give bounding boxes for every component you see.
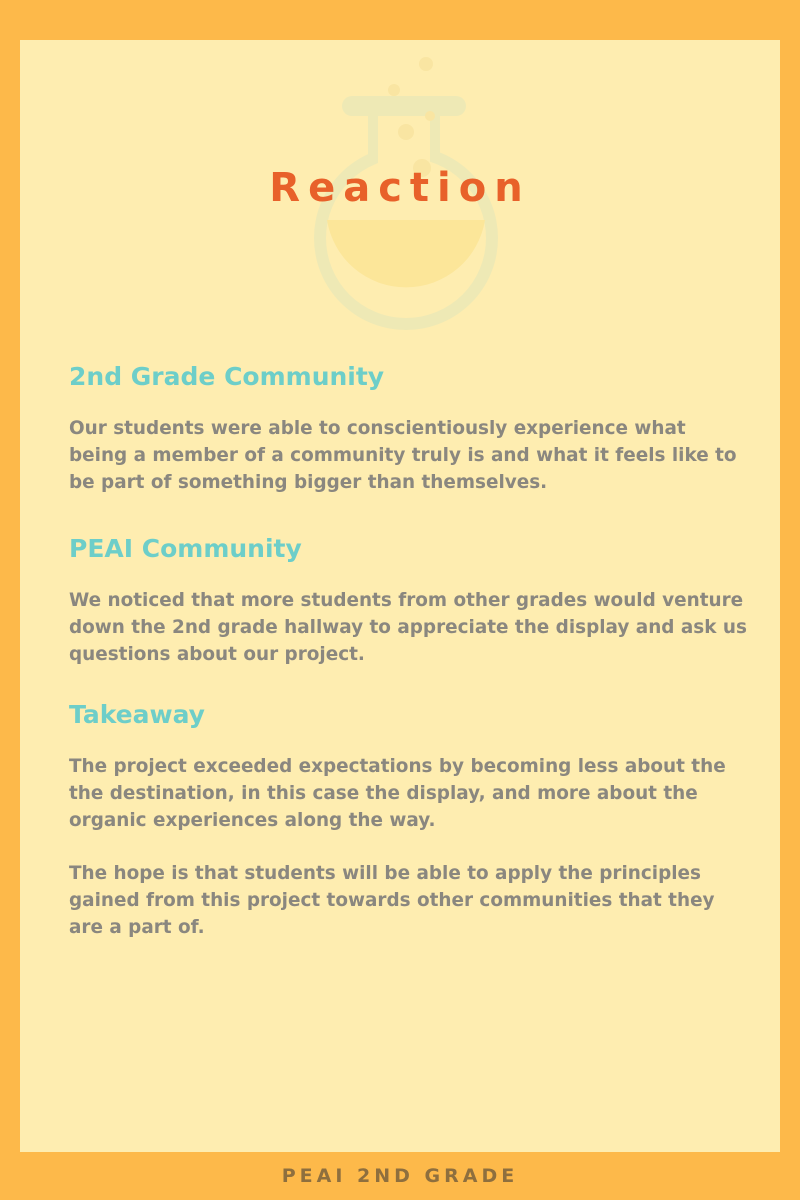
section-paragraph: The hope is that students will be able to apply the principles gained from this project towards other communities that they are a part of.	[69, 863, 715, 938]
section-2nd-grade-community	[69, 360, 749, 496]
section-heading: PEAI Community	[69, 534, 302, 563]
poster-card	[20, 40, 780, 1152]
section-takeaway	[69, 698, 749, 941]
section-heading: 2nd Grade Community	[69, 362, 385, 391]
section-peai-community	[69, 532, 749, 668]
section-heading: Takeaway	[69, 700, 205, 729]
footer-label: PEAI 2ND GRADE	[281, 1165, 519, 1187]
section-paragraph: We noticed that more students from other grades would venture down the 2nd grade hallway to appreciate the display and ask us questions about our project.	[69, 590, 747, 665]
section-paragraph: The project exceeded expectations by becoming less about the the destination, in this case the display, and more about the organic experiences along the way.	[69, 756, 726, 831]
poster-title: Reaction	[269, 165, 531, 211]
section-paragraph: Our students were able to conscientiously experience what being a member of a community truly is and what it feels like to be part of something bigger than themselves.	[69, 418, 737, 493]
